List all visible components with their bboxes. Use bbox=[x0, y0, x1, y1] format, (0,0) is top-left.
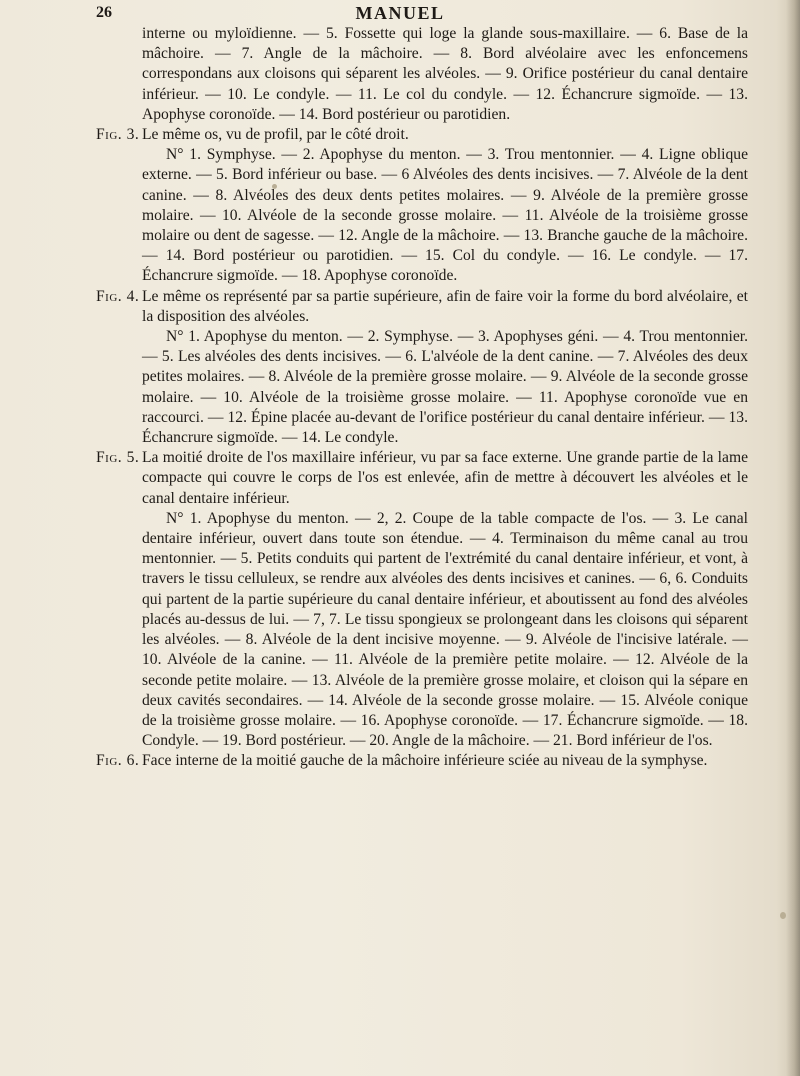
figure-entry-3 bbox=[96, 125, 748, 145]
running-title: MANUEL bbox=[355, 3, 445, 23]
figure-legend-items: N° 1. Symphyse. — 2. Apophyse du menton. — 3. Trou mentonnier. — 4. Ligne oblique externe. — 5. Bord inférieur ou base. — 6 Alvéoles des dents incisives. — 7. Alvéole de la dent canine. — 8. Alvéoles des deux dents petites molaires. — 9. Alvéole de la première grosse molaire. — 10. Alvéole de la seconde grosse molaire. — 11. Alvéole de la troisième grosse molaire ou dent de sagesse. — 12. Angle de la mâchoire. — 13. Branche gauche de la mâchoire. — 14. Bord postérieur ou parotidien. — 15. Col du condyle. — 16. Le condyle. — 17. Échancrure sigmoïde. — 18. Apophyse coronoïde. bbox=[142, 146, 748, 285]
figure-caption: La moitié droite de l'os maxillaire inférieur, vu par sa face externe. Une grande partie de la lame compacte qui couvre le corps de l'os est enlevée, afin de mettre à découvert les alvéoles et le canal dentaire inférieur. bbox=[142, 449, 748, 507]
continuation-paragraph: interne ou myloïdienne. — 5. Fossette qui loge la glande sous-maxillaire. — 6. Base de la mâchoire. — 7. Angle de la mâchoire. — 8. Bord alvéolaire avec les enfoncemens correspondans aux cloisons qui séparent les alvéoles. — 9. Orifice postérieur du canal dentaire inférieur. — 10. Le condyle. — 11. Le col du condyle. — 12. Échancrure sigmoïde. — 13. Apophyse coronoïde. — 14. Bord postérieur ou parotidien. bbox=[142, 25, 748, 123]
page-header bbox=[0, 2, 800, 24]
figure-caption: Le même os représenté par sa partie supérieure, afin de faire voir la forme du bord alvéolaire, et la disposition des alvéoles. bbox=[142, 287, 748, 325]
figure-legend-items: N° 1. Apophyse du menton. — 2, 2. Coupe de la table compacte de l'os. — 3. Le canal dentaire inférieur, ouvert dans toute son étendue. — 4. Terminaison du même canal au trou mentonnier. — 5. Petits conduits qui partent de l'extrémité du canal dentaire inférieur, et vont, à travers le tissu celluleux, se rendre aux alvéoles des dents incisives et canines. — 6, 6. Conduits qui partent de la partie supérieure du canal dentaire inférieur, et aboutissent au fond des alvéoles placés au-dessus de lui. — 7, 7. Le tissu spongieux se prolongeant dans les cloisons qui séparent les alvéoles. — 8. Alvéole de la dent incisive moyenne. — 9. Alvéole de l'incisive latérale. — 10. Alvéole de la canine. — 11. Alvéole de la première petite molaire. — 12. Alvéole de la seconde petite molaire. — 13. Alvéole de la première grosse molaire, et cloison qui la sépare en deux cavités secondaires. — 14. Alvéole de la seconde grosse molaire. — 15. Alvéole conique de la troisième grosse molaire. — 16. Apophyse coronoïde. — 17. Échancrure sigmoïde. — 18. Condyle. — 19. Bord postérieur. — 20. Angle de la mâchoire. — 21. Bord inférieur de l'os. bbox=[142, 509, 748, 750]
page-body bbox=[96, 24, 748, 772]
paper-spot bbox=[780, 912, 786, 919]
figure-label: Fig. 6. bbox=[96, 752, 140, 770]
figure-caption: Face interne de la moitié gauche de la mâchoire inférieure sciée au niveau de la symphyse. bbox=[142, 752, 708, 770]
page-number: 26 bbox=[96, 4, 112, 21]
figure-label: Fig. 5. bbox=[96, 449, 140, 467]
figure-legend-items: N° 1. Apophyse du menton. — 2. Symphyse. — 3. Apophyses géni. — 4. Trou mentonnier. — 5. Les alvéoles des dents incisives. — 6. L'alvéole de la dent canine. — 7. Alvéoles des deux petites molaires. — 8. Alvéole de la première grosse molaire. — 9. Alvéole de la seconde grosse molaire. — 10. Alvéole de la troisième grosse molaire. — 11. Apophyse coronoïde vue en raccourci. — 12. Épine placée au-devant de l'orifice postérieur du canal dentaire inférieur. — 13. Échancrure sigmoïde. — 14. Le condyle. bbox=[142, 328, 748, 447]
figure-caption: Le même os, vu de profil, par le côté droit. bbox=[142, 126, 409, 144]
figure-entry-4 bbox=[96, 287, 748, 327]
figure-label: Fig. 4. bbox=[96, 287, 140, 305]
figure-label: Fig. 3. bbox=[96, 126, 140, 144]
figure-entry-6 bbox=[96, 751, 748, 771]
page-edge-shadow bbox=[786, 0, 800, 1076]
figure-entry-5 bbox=[96, 448, 748, 509]
